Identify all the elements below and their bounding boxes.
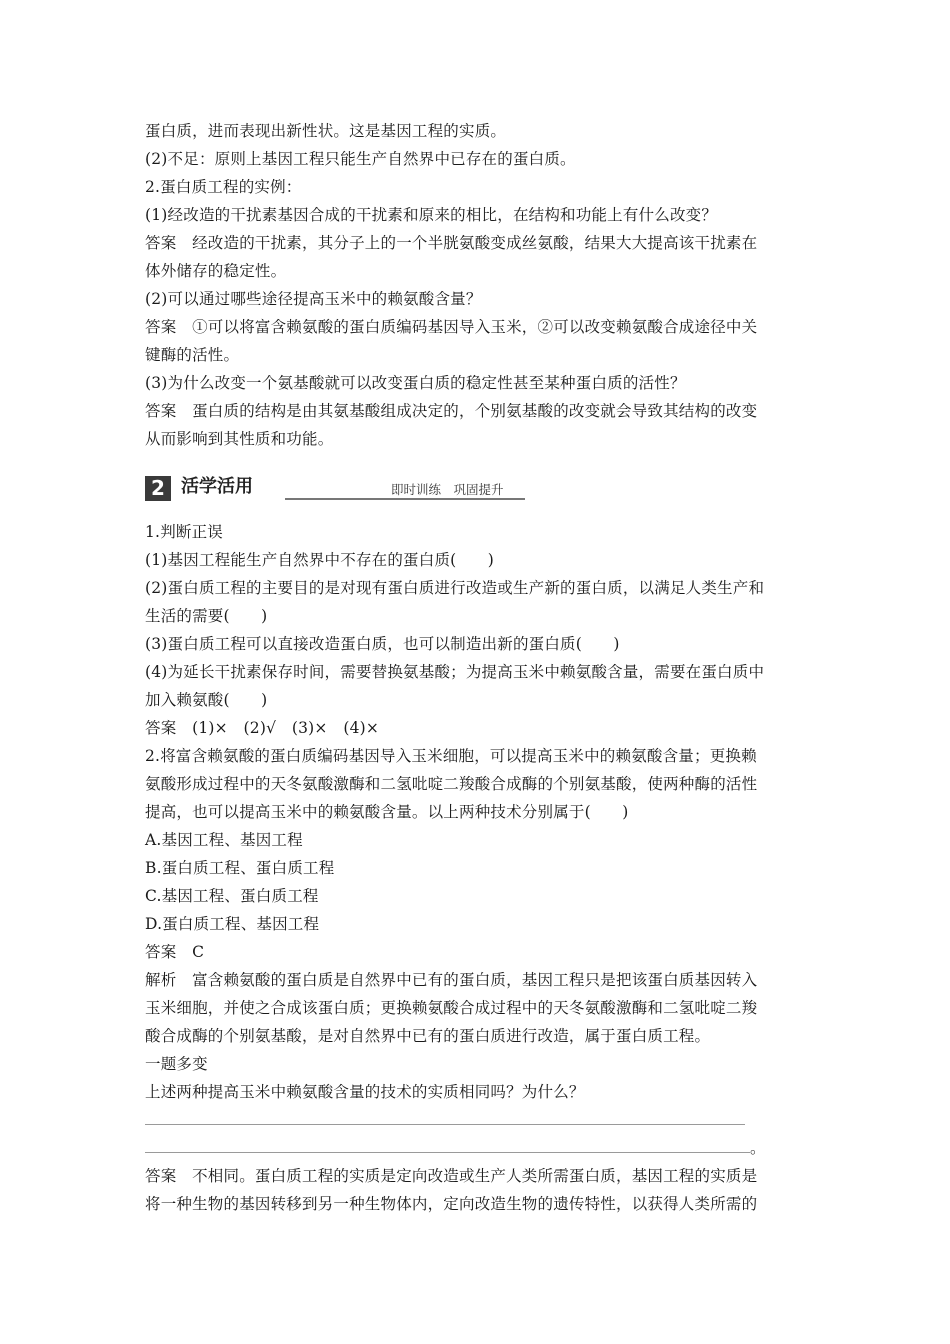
question-line: (1)经改造的干扰素基因合成的干扰素和原来的相比，在结构和功能上有什么改变？	[145, 206, 718, 224]
section-number-badge: 2	[145, 476, 171, 501]
answer-line: 答案 蛋白质的结构是由其氨基酸组成决定的，个别氨基酸的改变就会导致其结构的改变	[145, 402, 758, 420]
option-c: C.基因工程、蛋白质工程	[145, 887, 319, 905]
answer-line: 将一种生物的基因转移到另一种生物体内，定向改造生物的遗传特性，以获得人类所需的	[145, 1195, 758, 1213]
question-line: 加入赖氨酸( )	[145, 691, 268, 709]
text-line: 蛋白质，进而表现出新性状。这是基因工程的实质。	[145, 122, 507, 140]
answer-line: 答案 经改造的干扰素，其分子上的一个半胱氨酸变成丝氨酸，结果大大提高该干扰素在	[145, 234, 758, 252]
question-line: 提高，也可以提高玉米中的赖氨酸含量。以上两种技术分别属于( )	[145, 803, 629, 821]
question-line: (3)为什么改变一个氨基酸就可以改变蛋白质的稳定性甚至某种蛋白质的活性？	[145, 374, 686, 392]
section-header	[145, 474, 525, 502]
question-line: 生活的需要( )	[145, 607, 268, 625]
option-b: B.蛋白质工程、蛋白质工程	[145, 859, 335, 877]
question-heading: 1.判断正误	[145, 523, 223, 541]
variant-heading: 一题多变	[145, 1055, 208, 1073]
answer-blank-line	[145, 1152, 750, 1153]
question-line: (3)蛋白质工程可以直接改造蛋白质，也可以制造出新的蛋白质( )	[145, 635, 620, 653]
answer-line: 答案 C	[145, 943, 205, 961]
option-d: D.蛋白质工程、基因工程	[145, 915, 320, 933]
section-tag: 即时训练 巩固提升	[391, 482, 504, 497]
question-line: (2)可以通过哪些途径提高玉米中的赖氨酸含量？	[145, 290, 482, 308]
answer-line: 从而影响到其性质和功能。	[145, 430, 334, 448]
text-line: (2)不足：原则上基因工程只能生产自然界中已存在的蛋白质。	[145, 150, 576, 168]
explanation-line: 酸合成酶的个别氨基酸，是对自然界中已有的蛋白质进行改造，属于蛋白质工程。	[145, 1027, 711, 1045]
option-a: A.基因工程、基因工程	[145, 831, 303, 849]
explanation-line: 解析 富含赖氨酸的蛋白质是自然界中已有的蛋白质，基因工程只是把该蛋白质基因转入	[145, 971, 758, 989]
answer-blank-line	[145, 1124, 745, 1125]
blank-end-mark: 。	[750, 1139, 766, 1157]
text-line: 2.蛋白质工程的实例：	[145, 178, 302, 196]
section-rule	[285, 498, 525, 500]
question-line: (4)为延长干扰素保存时间，需要替换氨基酸；为提高玉米中赖氨酸含量，需要在蛋白质中	[145, 663, 765, 681]
answer-line: 答案 不相同。蛋白质工程的实质是定向改造或生产人类所需蛋白质，基因工程的实质是	[145, 1167, 758, 1185]
answer-line: 答案 ①可以将富含赖氨酸的蛋白质编码基因导入玉米，②可以改变赖氨酸合成途径中关	[145, 318, 758, 336]
question-line: 2.将富含赖氨酸的蛋白质编码基因导入玉米细胞，可以提高玉米中的赖氨酸含量；更换赖	[145, 747, 757, 765]
answer-line: 体外储存的稳定性。	[145, 262, 287, 280]
explanation-line: 玉米细胞，并使之合成该蛋白质；更换赖氨酸合成过程中的天冬氨酸激酶和二氢吡啶二羧	[145, 999, 758, 1017]
question-line: 上述两种提高玉米中赖氨酸含量的技术的实质相同吗？为什么？	[145, 1083, 585, 1101]
question-line: (1)基因工程能生产自然界中不存在的蛋白质( )	[145, 551, 495, 569]
question-line: 氨酸形成过程中的天冬氨酸激酶和二氢吡啶二羧酸合成酶的个别氨基酸，使两种酶的活性	[145, 775, 758, 793]
section-title: 活学活用	[181, 476, 253, 497]
question-line: (2)蛋白质工程的主要目的是对现有蛋白质进行改造或生产新的蛋白质，以满足人类生产和	[145, 579, 765, 597]
answer-line: 键酶的活性。	[145, 346, 240, 364]
answer-line: 答案 (1)× (2)√ (3)× (4)×	[145, 719, 380, 737]
